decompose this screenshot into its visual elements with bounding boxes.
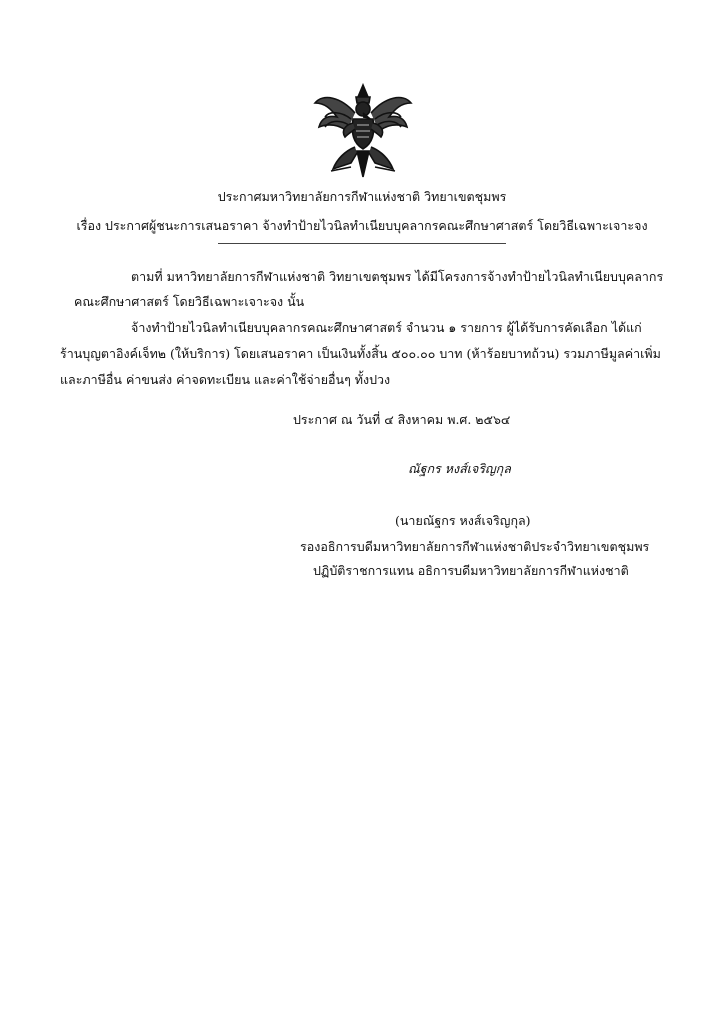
announcement-title: ประกาศมหาวิทยาลัยการกีฬาแห่งชาติ วิทยาเขตชุมพร	[217, 189, 507, 204]
paragraph-1-line-2: คณะศึกษาศาสตร์ โดยวิธีเฉพาะเจาะจง นั้น	[74, 294, 305, 309]
signer-printed-name: (นายณัฐกร หงส์เจริญกุล)	[395, 513, 531, 528]
separator-line	[218, 243, 506, 244]
paragraph-2-line-3: และภาษีอื่น ค่าขนส่ง ค่าจดทะเบียน และค่าใช้จ่ายอื่นๆ ทั้งปวง	[60, 372, 391, 387]
announcement-subject: เรื่อง ประกาศผู้ชนะการเสนอราคา จ้างทำป้ายไวนิลทำเนียบบุคลากรคณะศึกษาศาสตร์ โดยวิธีเฉพาะเจาะจง	[76, 218, 648, 233]
signer-position: รองอธิการบดีมหาวิทยาลัยการกีฬาแห่งชาติประจำวิทยาเขตชุมพร	[300, 539, 650, 554]
signature: ณัฐกร หงส์เจริญกุล	[408, 461, 511, 476]
paragraph-2-line-1: จ้างทำป้ายไวนิลทำเนียบบุคลากรคณะศึกษาศาสตร์ จำนวน ๑ รายการ ผู้ได้รับการคัดเลือก ได้แก่	[131, 320, 642, 335]
paragraph-1-line-1: ตามที่ มหาวิทยาลัยการกีฬาแห่งชาติ วิทยาเขตชุมพร ได้มีโครงการจ้างทำป้ายไวนิลทำเนียบบุคลากร	[131, 269, 664, 284]
garuda-emblem-icon	[311, 83, 415, 179]
signer-acting-position: ปฏิบัติราชการแทน อธิการบดีมหาวิทยาลัยการกีฬาแห่งชาติ	[313, 563, 629, 578]
paragraph-2-line-2: ร้านบุญตาอิงค์เจ็ท๒ (ให้บริการ) โดยเสนอราคา เป็นเงินทั้งสิ้น ๕๐๐.๐๐ บาท (ห้าร้อยบาทถ้วน) รวมภาษีมูลค่าเพิ่ม	[60, 346, 661, 361]
announcement-date: ประกาศ ณ วันที่ ๔ สิงหาคม พ.ศ. ๒๕๖๔	[293, 412, 511, 427]
